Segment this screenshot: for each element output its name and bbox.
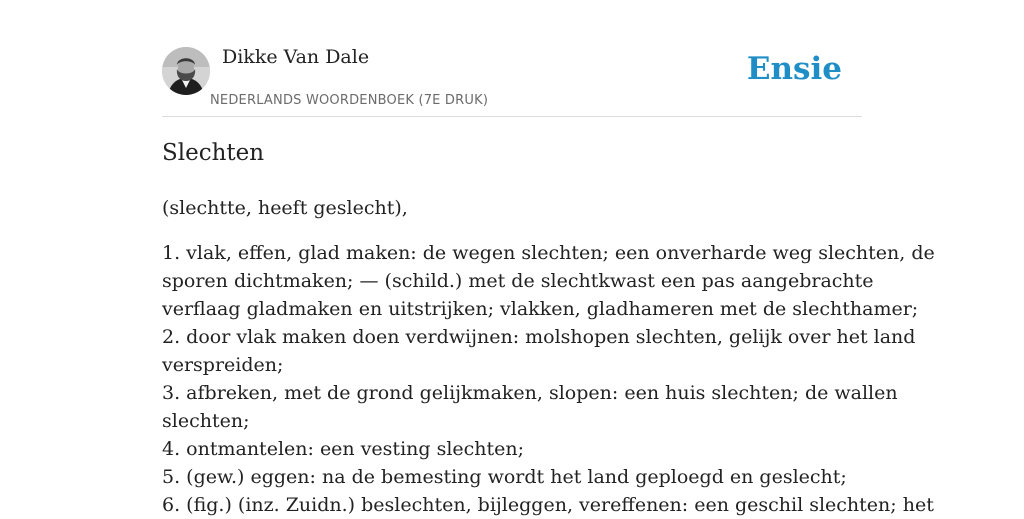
site-header <box>162 44 862 117</box>
definition-line: 5. (gew.) eggen: na de bemesting wordt het land geploegd en geslecht; <box>162 466 847 488</box>
definition-line: verspreiden; <box>162 354 284 376</box>
entry-definition <box>162 239 935 519</box>
dictionary-source[interactable]: NEDERLANDS WOORDENBOEK (7E DRUK) <box>210 93 489 108</box>
definition-line: verflaag gladmaken en uitstrijken; vlakken, gladhameren met de slechthamer; <box>162 298 919 320</box>
portrait-image <box>162 47 210 95</box>
definition-line: slechten; <box>162 410 250 432</box>
entry-word-forms: (slechtte, heeft geslecht), <box>162 197 408 219</box>
author-name[interactable]: Dikke Van Dale <box>222 46 370 68</box>
author-avatar[interactable] <box>162 47 210 95</box>
definition-line: 2. door vlak maken doen verdwijnen: molshopen slechten, gelijk over het land <box>162 326 916 348</box>
definition-line: 4. ontmantelen: een vesting slechten; <box>162 438 525 460</box>
definition-line: 1. vlak, effen, glad maken: de wegen slechten; een onverharde weg slechten, de <box>162 242 935 264</box>
entry-title: Slechten <box>162 140 265 166</box>
definition-line: 6. (fig.) (inz. Zuidn.) beslechten, bijleggen, vereffenen: een geschil slechten; het <box>162 494 934 516</box>
definition-line: sporen dichtmaken; — (schild.) met de slechtkwast een pas aangebrachte <box>162 270 874 292</box>
ensie-logo[interactable]: Ensie <box>746 51 842 87</box>
definition-line: 3. afbreken, met de grond gelijkmaken, slopen: een huis slechten; de wallen <box>162 382 898 404</box>
